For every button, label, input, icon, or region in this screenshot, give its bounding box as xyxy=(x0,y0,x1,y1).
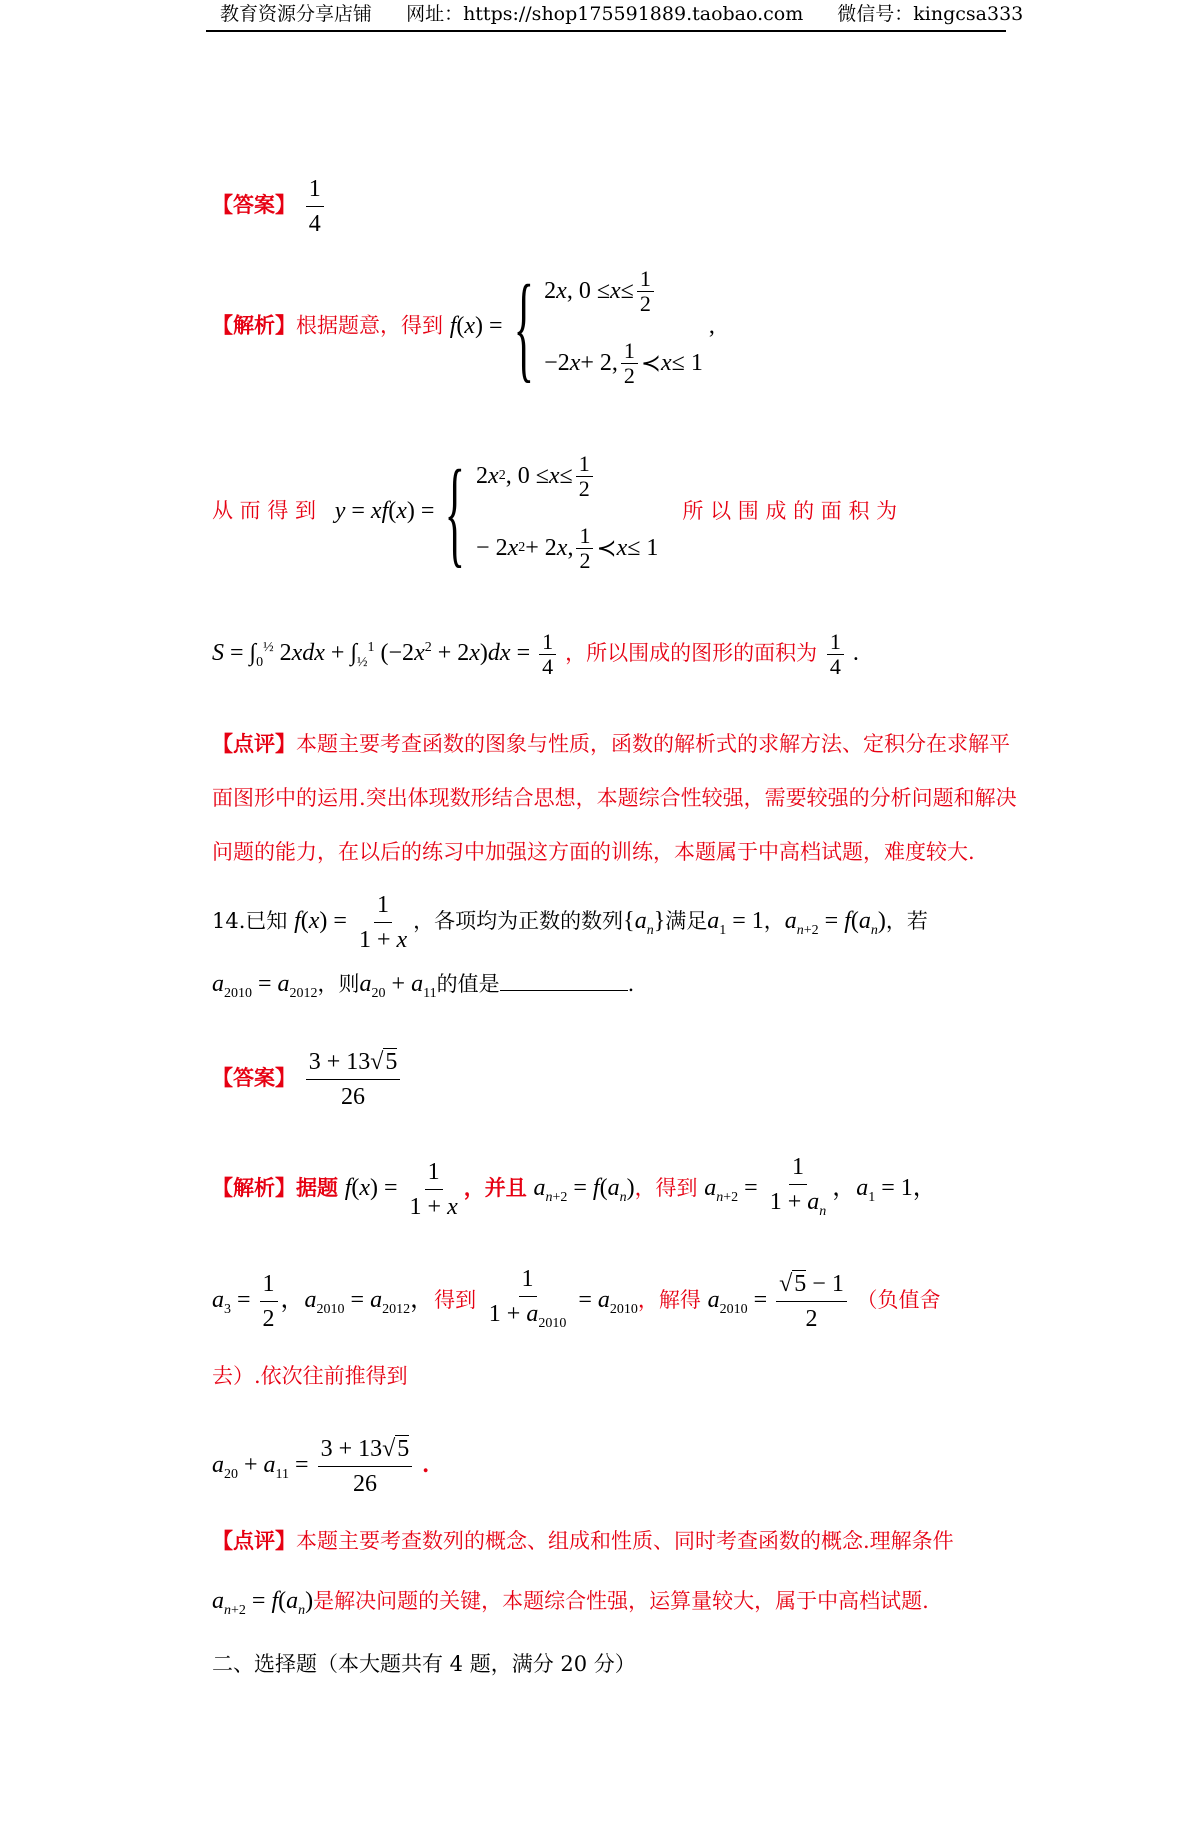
q13-comment-line1: 【点评】本题主要考查函数的图象与性质，函数的解析式的求解方法、定积分在求解平 xyxy=(212,731,1010,756)
piecewise-f: f(x) = { 2 x , 0 ≤ x ≤ $\frac{1}{2}$ −2 x + 2, $\frac{1}{2}$ ≺ x ≤ 1 , xyxy=(449,260,715,393)
area-conclusion: ，所以围成的图形的面积为 xyxy=(565,641,818,666)
q14-analysis-line1: 【解析】据题 f(x) = $\frac{1}{1 + x}$ ，并且 $a_{n+2} = f(a_n)$，得到 $a_{n+2}$ = $\frac{1}{1 + a_n}$ ，$a_1 = 1$， xyxy=(212,1150,937,1229)
area-value: $\frac{1}{4}$ . xyxy=(824,640,859,666)
q14-analysis-line2: $a_3$ = $\frac{1}{2}$ ，$a_{2010} = a_{2012}$，得到 $\frac{1}{1 + a_{2010}}$ = $a_{2010}$，解得 $a_{2010}$ = $\frac{√5 - 1}{2}$ （负值舍 xyxy=(212,1262,941,1341)
analysis-label: 【解析】 xyxy=(212,1174,296,1200)
comment-label: 【点评】 xyxy=(212,1528,296,1553)
q14-result: $a_{20} + a_{11}$ = $\frac{3 + 13√5}{26}$ . xyxy=(212,1432,429,1501)
area-text: 所 以 围 成 的 面 积 为 xyxy=(682,498,898,523)
q14-comment-line1: 【点评】本题主要考查数列的概念、组成和性质、同时考查函数的概念.理解条件 xyxy=(212,1528,954,1553)
then-text: 从 而 得 到 xyxy=(212,498,317,523)
q13-analysis-line1 xyxy=(212,255,715,399)
analysis-label: 【解析】 xyxy=(212,312,296,338)
q13-comment-line3: 问题的能力，在以后的练习中加强这方面的训练，本题属于中高档试题，难度较大. xyxy=(212,840,975,864)
q14-analysis-line3: 去）.依次往前推得到 xyxy=(212,1364,408,1388)
comment-label: 【点评】 xyxy=(212,731,296,756)
q14-function: f(x) = $\frac{1}{1 + x}$ xyxy=(294,908,413,934)
section2-title: 二、选择题（本大题共有 4 题，满分 20 分） xyxy=(212,1652,636,1676)
piecewise-y: y = xf(x) = { 2 x 2 , 0 ≤ x ≤ $\frac{1}{2}$ − 2 x 2 + 2 x , $\frac{1}{2}$ ≺ x ≤ 1 xyxy=(334,445,659,578)
integral-formula: $S = \int_0^{\frac{1}{2}}$ $2xdx + \int_{\frac{1}{2}}^1$ $(-2x^2 + 2x)dx$ = $\frac{1}{4}$ xyxy=(212,640,565,666)
q14-number: 14.已知 xyxy=(212,909,288,934)
q14-statement-line2: $a_{2010} = a_{2012}$，则$a_{20} + a_{11}$的值是 . xyxy=(212,968,634,1002)
q13-answer xyxy=(212,172,327,241)
wechat-id: 微信号：kingcsa333 xyxy=(837,3,1024,25)
q14-comment-line2: $a_{n+2} = f(a_n)$是解决问题的关键，本题综合性强，运算量较大，属于中高档试题. xyxy=(212,1588,929,1618)
q13-analysis-line2 xyxy=(212,440,897,584)
answer-blank xyxy=(500,968,628,991)
q14-answer-fraction: $\frac{3 + 13√5}{26}$ xyxy=(306,1045,401,1114)
q14-statement-line1: 14.已知 f(x) = $\frac{1}{1 + x}$ ，各项均为正数的数列$\{a_n\}$满足$a_1 = 1$，$a_{n+2} = f(a_n)$，若 xyxy=(212,888,928,957)
q13-comment-line2: 面图形中的运用.突出体现数形结合思想，本题综合性较强，需要较强的分析问题和解决 xyxy=(212,786,1017,810)
shop-url: 网址：https://shop175591889.taobao.com xyxy=(406,3,804,25)
answer-fraction: $\frac{1}{4}$ xyxy=(306,172,324,241)
q14-answer xyxy=(212,1045,403,1114)
answer-label: 【答案】 xyxy=(212,192,296,217)
q14-sequence: $\{a_n\}$ xyxy=(623,908,666,938)
analysis-text: 根据题意，得到 xyxy=(296,313,443,338)
page-header xyxy=(206,0,1024,32)
answer-label: 【答案】 xyxy=(212,1065,296,1090)
q13-integral-line xyxy=(212,630,859,679)
shop-name: 教育资源分享店铺 xyxy=(220,3,373,25)
